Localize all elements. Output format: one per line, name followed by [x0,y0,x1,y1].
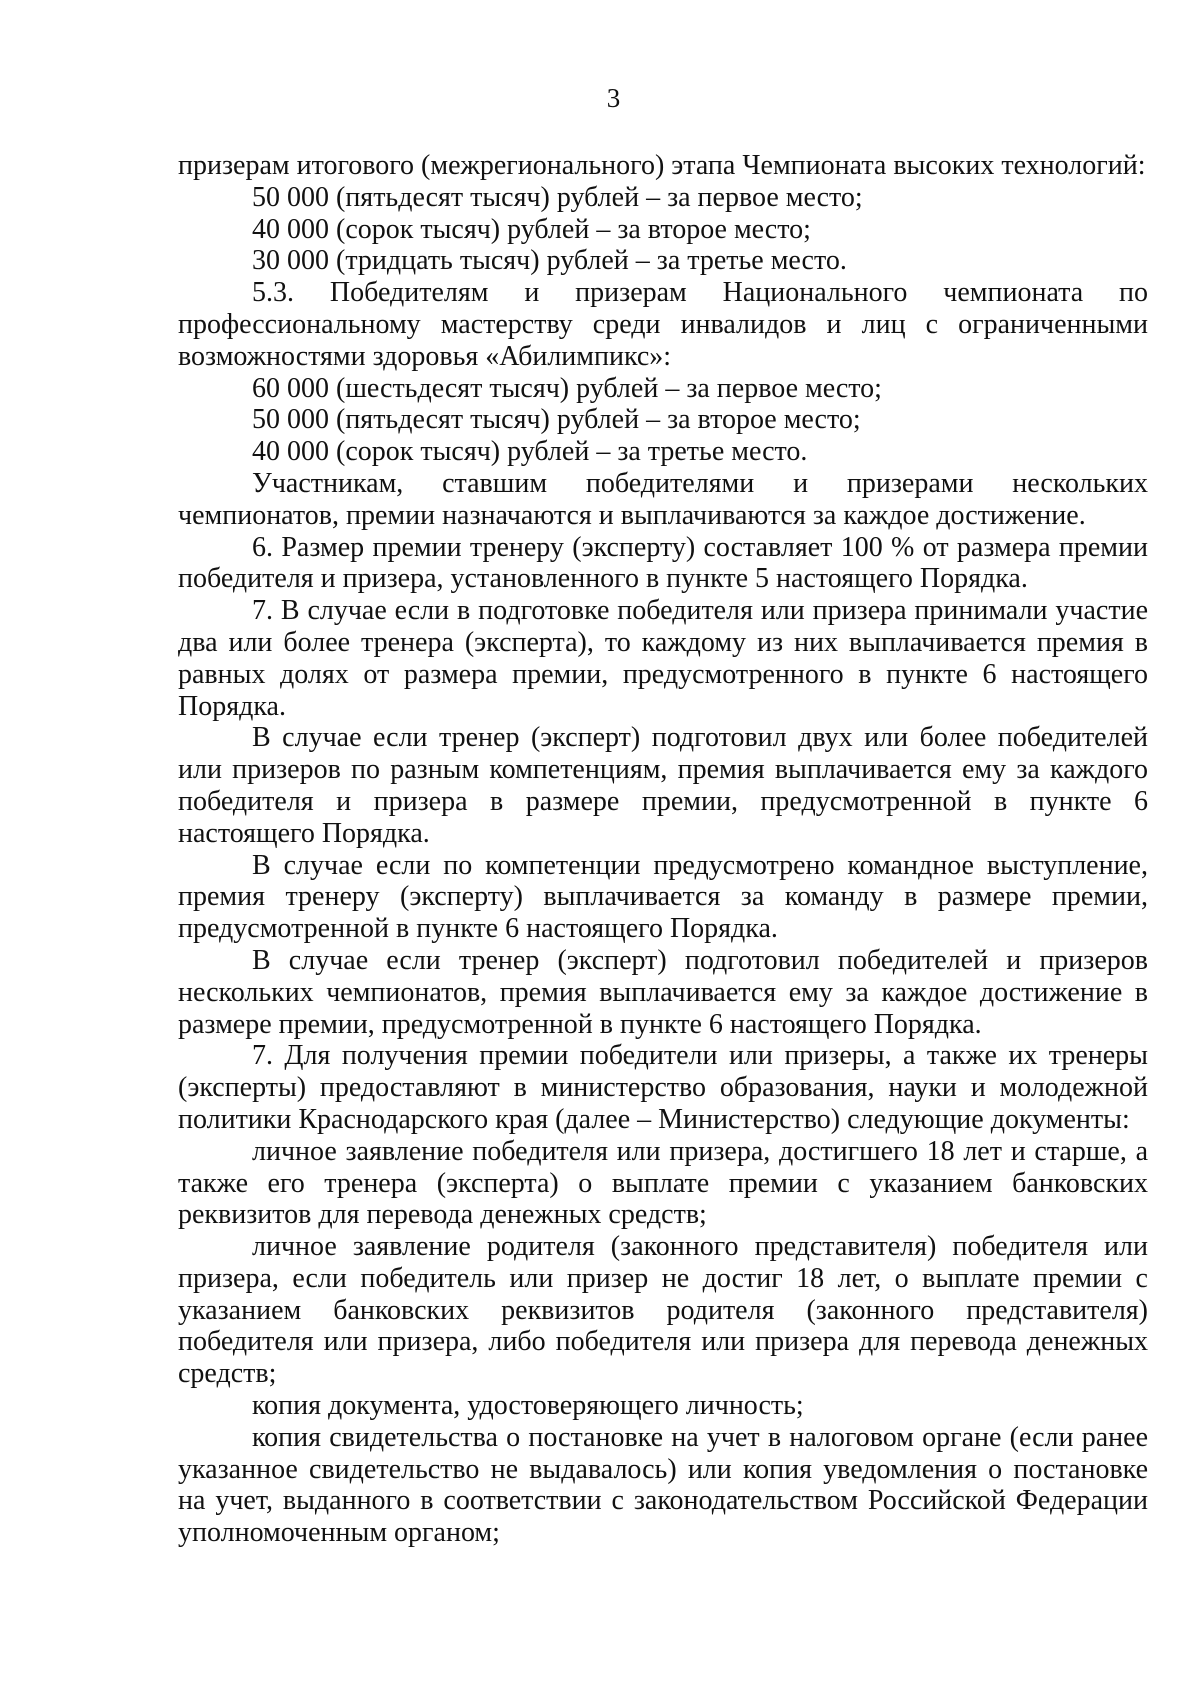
paragraph-6: 6. Размер премии тренеру (эксперту) составляет 100 % от размера премии победителя и призера, установленного в пункте 5 настоящего Порядка. [178,531,1148,595]
paragraph-trainer-multiple-championships: В случае если тренер (эксперт) подготовил победителей и призеров нескольких чемпионатов, премия выплачивается ему за каждое достижение в размере премии, предусмотренной в пункте 6 настоящего Порядка. [178,944,1148,1040]
document-item-parent-application: личное заявление родителя (законного представителя) победителя или призера, если победитель или призер не достиг 18 лет, о выплате премии с указанием банковских реквизитов родителя (законного представителя) победителя или призера, либо победителя или призера для перевода денежных средств; [178,1231,1148,1390]
document-item-tax-certificate: копия свидетельства о постановке на учет в налоговом органе (если ранее указанное свидетельство не выдавалось) или копия уведомления о постановке на учет, выданного в соответствии с законодательством Российской Федерации уполномоченным органом; [178,1421,1148,1549]
paragraph-multiple-competencies: В случае если тренер (эксперт) подготовил двух или более победителей или призеров по разным компетенциям, премия выплачивается ему за каждого победителя и призера в размере премии, предусмотренной в пункте 6 настоящего Порядка. [178,722,1148,849]
paragraph-prize-intro: призерам итогового (межрегионального) этапа Чемпионата высоких технологий: [178,150,1146,181]
document-item-identity-copy: копия документа, удостоверяющего личность; [252,1390,804,1422]
prize-line-hitech-third: 30 000 (тридцать тысяч) рублей – за третье место. [252,245,847,277]
paragraph-7-shared-trainers: 7. В случае если в подготовке победителя или призера принимали участие два или более тренера (эксперта), то каждому из них выплачивается премия в равных долях от размера премии, предусмотренного в пункте 6 настоящего Порядка. [178,595,1148,722]
prize-line-abilympics-third: 40 000 (сорок тысяч) рублей – за третье место. [252,436,808,468]
paragraph-team-performance: В случае если по компетенции предусмотрено командное выступление, премия тренеру (эксперту) выплачивается за команду в размере премии, предусмотренной в пункте 6 настоящего Порядка. [178,849,1148,945]
prize-line-hitech-first: 50 000 (пятьдесят тысяч) рублей – за первое место; [252,181,863,213]
page-number: 3 [606,83,621,113]
document-body [178,150,1148,1549]
paragraph-5-3: 5.3. Победителям и призерам Национального чемпионата по профессиональному мастерству среди инвалидов и лиц с ограниченными возможностями здоровья «Абилимпикс»: [178,277,1148,372]
paragraph-multiple-championships: Участникам, ставшим победителями и призерами нескольких чемпионатов, премии назначаются и выплачиваются за каждое достижение. [178,467,1148,531]
paragraph-7-documents: 7. Для получения премии победители или призеры, а также их тренеры (эксперты) предоставляют в министерство образования, науки и молодежной политики Краснодарского края (далее – Министерство) следующие документы: [178,1040,1148,1135]
prize-line-abilympics-first: 60 000 (шестьдесят тысяч) рублей – за первое место; [252,372,882,404]
prize-line-abilympics-second: 50 000 (пятьдесят тысяч) рублей – за второе место; [252,404,861,436]
prize-line-hitech-second: 40 000 (сорок тысяч) рублей – за второе место; [252,213,811,245]
document-item-personal-application: личное заявление победителя или призера, достигшего 18 лет и старше, а также его тренера (эксперта) о выплате премии с указанием банковских реквизитов для перевода денежных средств; [178,1135,1148,1231]
